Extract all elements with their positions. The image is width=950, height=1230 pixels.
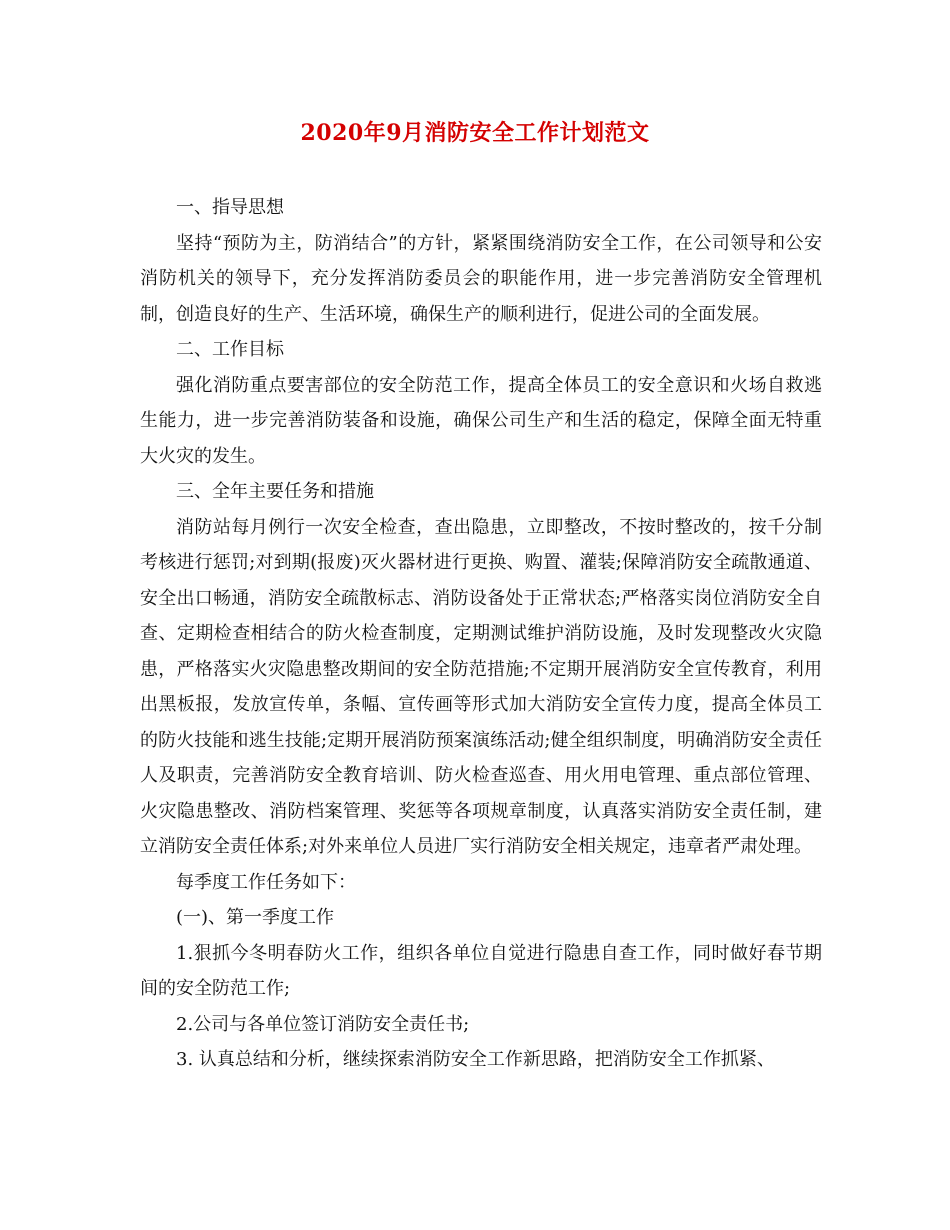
document-title: 2020年9月消防安全工作计划范文 xyxy=(300,120,650,146)
paragraph-work-goals: 强化消防重点要害部位的安全防范工作，提高全体员工的安全意识和火场自救逃生能力，进一步完善消防装备和设施，确保公司生产和生活的稳定，保障全面无特重大火灾的发生。 xyxy=(140,374,822,467)
heading-work-goals: 二、工作目标 xyxy=(176,339,284,360)
document-body xyxy=(140,190,822,1078)
paragraph-annual-tasks: 消防站每月例行一次安全检查，查出隐患，立即整改，不按时整改的，按千分制考核进行惩罚;对到期(报废)灭火器材进行更换、购置、灌装;保障消防安全疏散通道、安全出口畅通，消防安全疏散标志、消防设备处于正常状态;严格落实岗位消防安全自查、定期检查相结合的防火检查制度，定期测试维护消防设施，及时发现整改火灾隐患，严格落实火灾隐患整改期间的安全防范措施;不定期开展消防安全宣传教育，利用出黑板报，发放宣传单，条幅、宣传画等形式加大消防安全宣传力度，提高全体员工的防火技能和逃生技能;定期开展消防预案演练活动;健全组织制度，明确消防安全责任人及职责，完善消防安全教育培训、防火检查巡查、用火用电管理、重点部位管理、火灾隐患整改、消防档案管理、奖惩等各项规章制度，认真落实消防安全责任制，建立消防安全责任体系;对外来单位人员进厂实行消防安全相关规定，违章者严肃处理。 xyxy=(140,516,822,857)
paragraph-guiding-ideology: 坚持“预防为主，防消结合”的方针，紧紧围绕消防安全工作，在公司领导和公安消防机关的领导下，充分发挥消防委员会的职能作用，进一步完善消防安全管理机制，创造良好的生产、生活环境，确保生产的顺利进行，促进公司的全面发展。 xyxy=(140,232,822,325)
paragraph-quarterly-intro: 每季度工作任务如下： xyxy=(176,871,356,893)
list-item: 2.公司与各单位签订消防安全责任书; xyxy=(176,1013,470,1035)
list-item: 3. 认真总结和分析，继续探索消防安全工作新思路，把消防安全工作抓紧、 xyxy=(176,1049,775,1070)
list-item: 1.狠抓今冬明春防火工作，组织各单位自觉进行隐患自查工作，同时做好春节期间的安全防范工作; xyxy=(140,942,822,999)
heading-guiding-ideology: 一、指导思想 xyxy=(176,197,284,218)
heading-annual-tasks: 三、全年主要任务和措施 xyxy=(176,481,374,502)
heading-first-quarter: (一)、第一季度工作 xyxy=(176,907,335,928)
